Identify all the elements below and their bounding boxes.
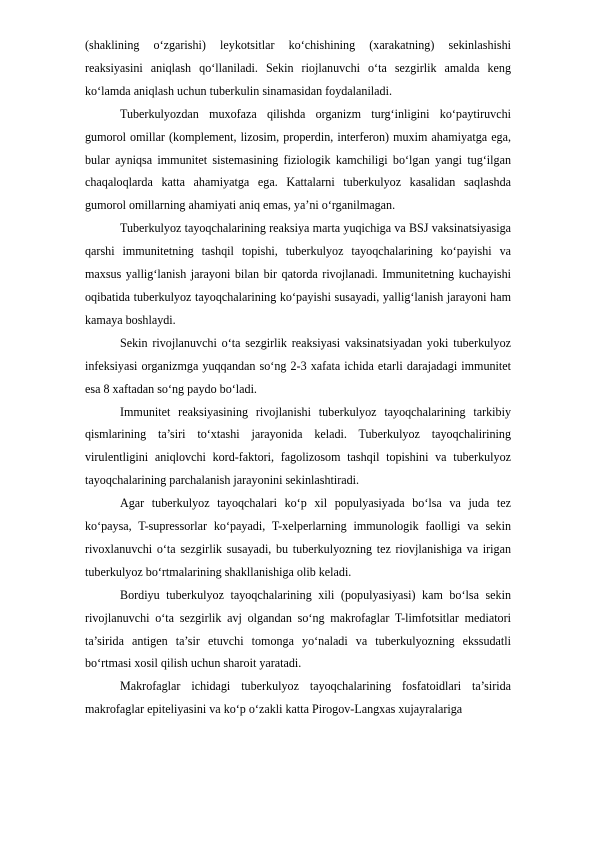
paragraph-immunity-formation: Tuberkulyoz tayoqchalarining reaksiya marta yuqichiga va BSJ vaksinatsiyasiga qarshi immunitetning tashqil topishi, tuberkulyoz tayoqchalarining ko‘payishi va maxsus yallig‘lanish jarayoni bilan bir qatorda rivojlanadi. Immunitetning kuchayishi oqibatida tuberkulyoz tayoqchalarining ko‘payishi susayadi, yallig‘lanish jarayoni ham kamaya boshlaydi.: [85, 221, 511, 327]
paragraph-continuation: (shaklining o‘zgarishi) leykotsitlar ko‘chishining (xarakatning) sekinlashishi reaksiyasini aniqlash qo‘llaniladi. Sekin riojlanuvchi o‘ta sezgirlik amalda keng ko‘lamda aniqlash uchun tuberkulin sinamasidan foydalaniladi.: [85, 38, 511, 98]
paragraph-immune-reaction: Immunitet reaksiyasining rivojlanishi tuberkulyoz tayoqchalarining tarkibiy qismlarining ta’siri to‘xtashi jarayonida keladi. Tuberkulyoz tayoqchalirining virulentligini aniqlovchi kord-faktori, fagolizosom tashqil topishini va tuberkulyoz tayoqchalarining parchalanish jarayonini sekinlashtiradi.: [85, 404, 511, 488]
paragraph-macrophages: Makrofaglar ichidagi tuberkulyoz tayoqchalarining fosfatoidlari ta’sirida makrofaglar epiteliyasini va ko‘p o‘zakli katta Pirogov-Langxas xujayralariga: [85, 679, 511, 717]
paragraph-exudative-tubercle: Bordiyu tuberkulyoz tayoqchalarining xili (populyasiyasi) kam bo‘lsa sekin rivojlanuvchi o‘ta sezgirlik avj olgandan so‘ng makrofaglar T-limfotsitlar mediatori ta’sirida antigen ta’sir etuvchi tomonga yo‘naladi va tuberkulyozning ekssudatli bo‘rtmasi xosil qilish uchun sharoit yaratadi.: [85, 587, 511, 671]
paragraph-humoral-factors: Tuberkulyozdan muxofaza qilishda organizm turg‘inligini ko‘paytiruvchi gumorol omillar (komplement, lizosim, properdin, interferon) muxim ahamiyatga ega, bular ayniqsa immunitet sistemasining fiziologik kamchiligi bo‘lgan yangi tug‘ilgan chaqaloqlarda katta ahamiyatga ega. Kattalarni tuberkulyoz kasalidan saqlashda gumorol omillarning ahamiyati aniq emas, ya’ni o‘rganilmagan.: [85, 106, 511, 213]
paragraph-delayed-hypersensitivity: Sekin rivojlanuvchi o‘ta sezgirlik reaksiyasi vaksinatsiyadan yoki tuberkulyoz infeksiyasi organizmga yuqqandan so‘ng 2-3 xafata ichida etarli darajadagi immunitet esa 8 xaftadan so‘ng paydo bo‘ladi.: [85, 335, 511, 396]
paragraph-t-suppressors: Agar tuberkulyoz tayoqchalari ko‘p xil populyasiyada bo‘lsa va juda tez ko‘paysa, T-supressorlar ko‘payadi, T-xelperlarning immunologik faolligi va sekin rivoxlanuvchi o‘ta sezgirlik susayadi, bu tuberkulyozning tez riovjlanishiga va irigan tuberkulyoz bo‘rtmalarining shakllanishiga olib keladi.: [85, 496, 511, 579]
document-page: [85, 34, 511, 721]
